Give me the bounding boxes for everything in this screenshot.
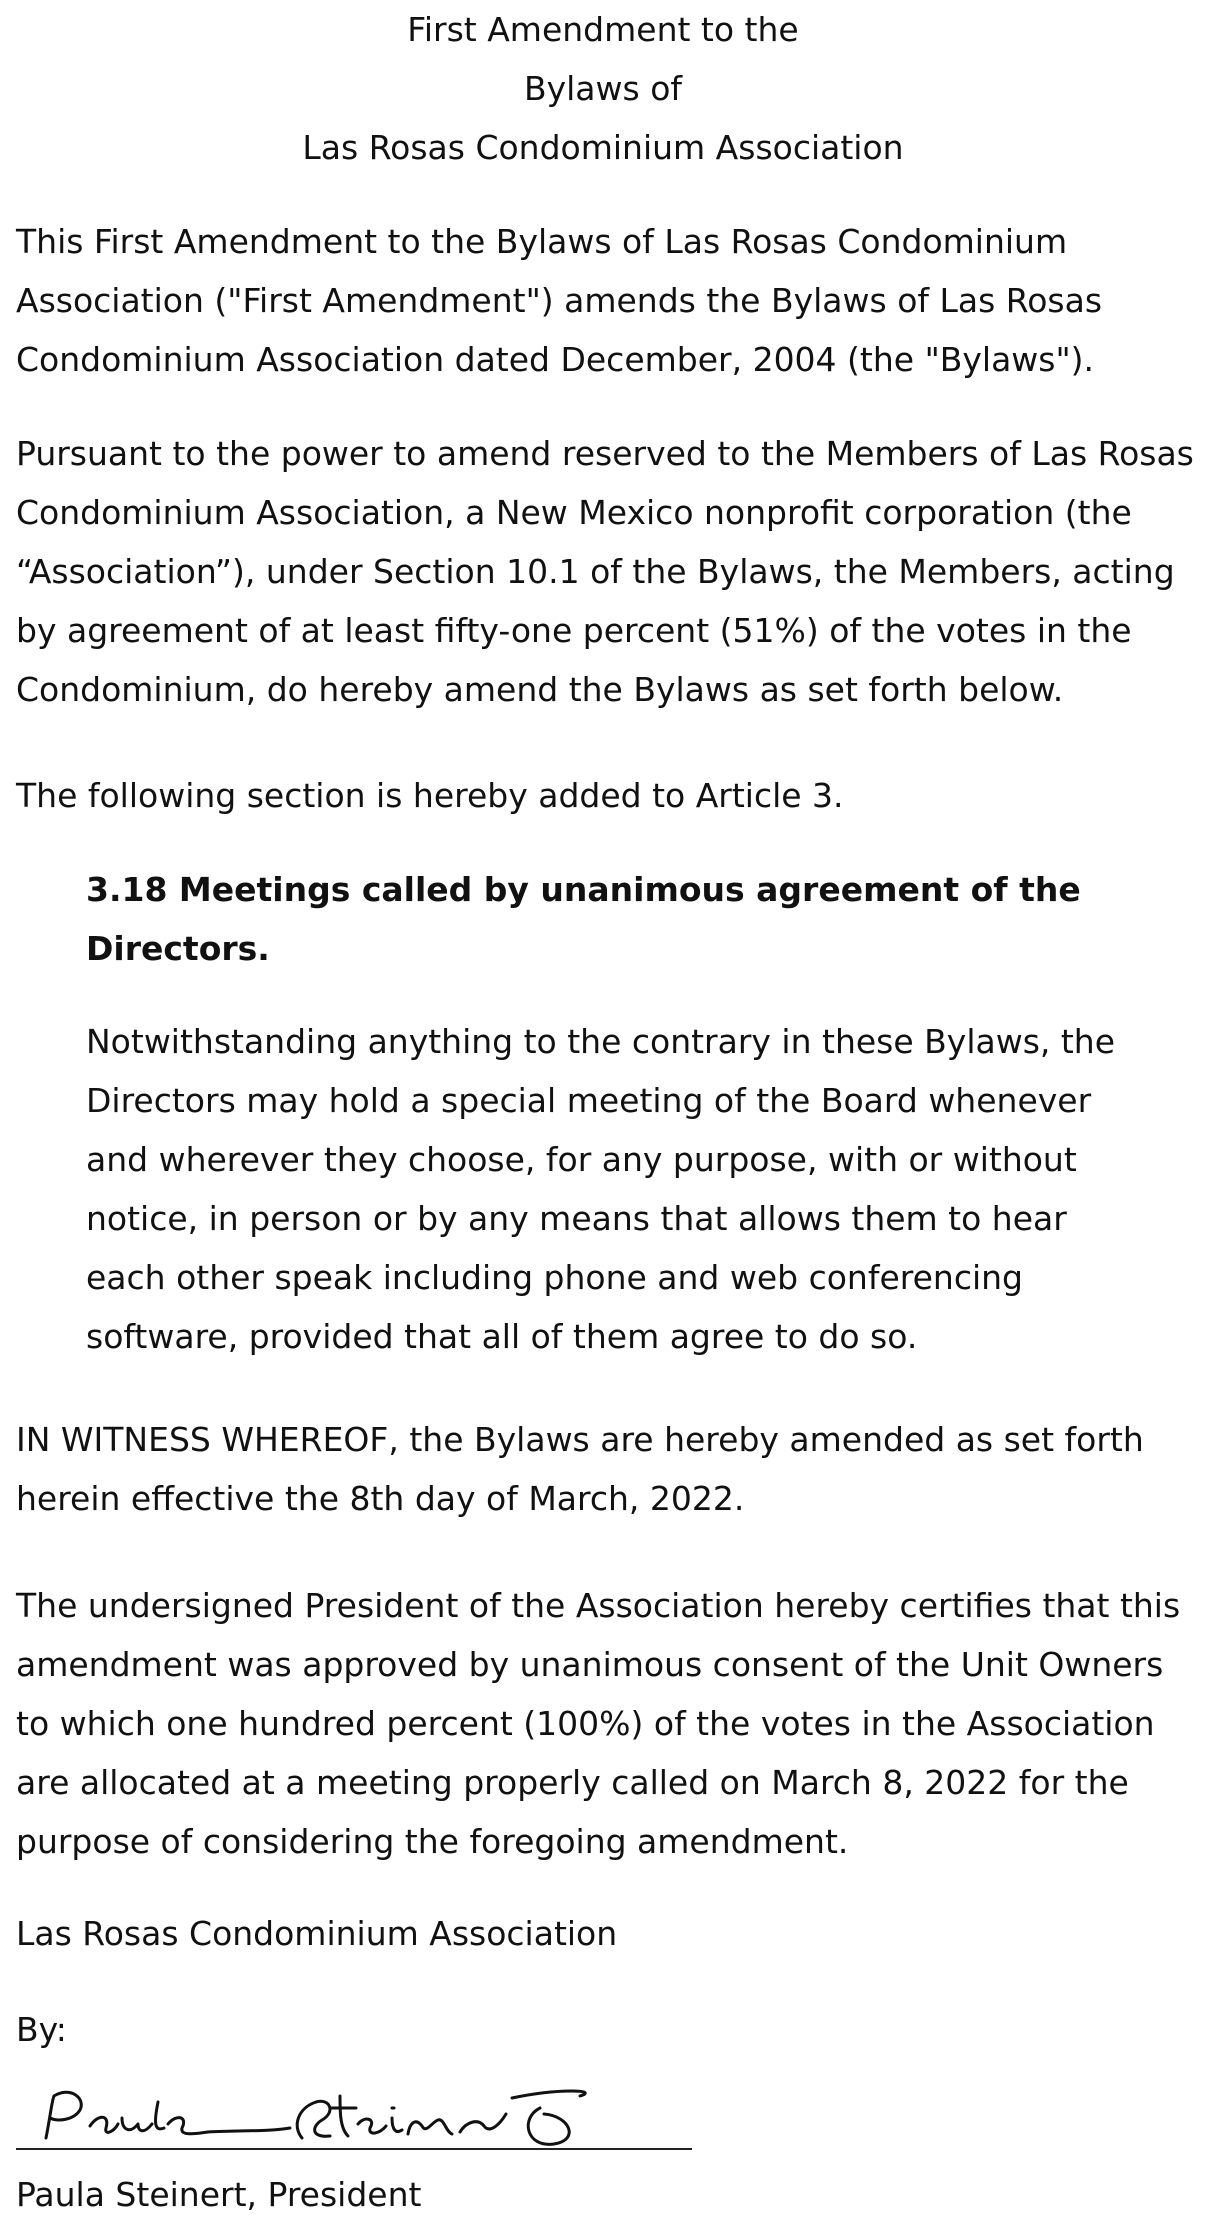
title-line-2: Bylaws of (523, 69, 683, 108)
following-section-paragraph: The following section is hereby added to Article 3. (16, 776, 844, 815)
certification-paragraph: The undersigned President of the Association hereby certifies that this amendment was approved by unanimous consent of the Unit Owners to which one hundred percent (100%) of the votes in the Association are allocated at a meeting properly called on March 8, 2022 for the purpose of considering the foregoing amendment. (16, 1586, 1181, 1861)
signature-line (16, 2148, 692, 2150)
by-label: By: (16, 2010, 67, 2049)
pursuant-paragraph: Pursuant to the power to amend reserved to the Members of Las Rosas Condominium Association, a New Mexico nonprofit corporation (the “Association”), under Section 10.1 of the Bylaws, the Members, acting by agreement of at least fifty-one percent (51%) of the votes in the Condominium, do hereby amend the Bylaws as set forth below. (16, 434, 1194, 709)
association-name: Las Rosas Condominium Association (16, 1914, 618, 1953)
witness-paragraph: IN WITNESS WHEREOF, the Bylaws are hereby amended as set forth herein effective the 8th day of March, 2022. (16, 1420, 1144, 1518)
section-body: Notwithstanding anything to the contrary in these Bylaws, the Directors may hold a special meeting of the Board whenever and wherever they choose, for any purpose, with or without notice, in person or by any means that allows them to hear each other speak including phone and web conferencing software, provided that all of them agree to do so. (86, 1022, 1116, 1356)
document-title (0, 0, 1206, 177)
title-line-3: Las Rosas Condominium Association (302, 128, 904, 167)
signatory-name: Paula Steinert, President (16, 2175, 422, 2214)
intro-paragraph: This First Amendment to the Bylaws of Las Rosas Condominium Association ("First Amendment") amends the Bylaws of Las Rosas Condominium Association dated December, 2004 (the "Bylaws"). (16, 222, 1103, 379)
title-line-1: First Amendment to the (407, 10, 799, 49)
handwritten-signature (40, 2078, 600, 2168)
section-heading: 3.18 Meetings called by unanimous agreement of the Directors. (86, 870, 1081, 968)
